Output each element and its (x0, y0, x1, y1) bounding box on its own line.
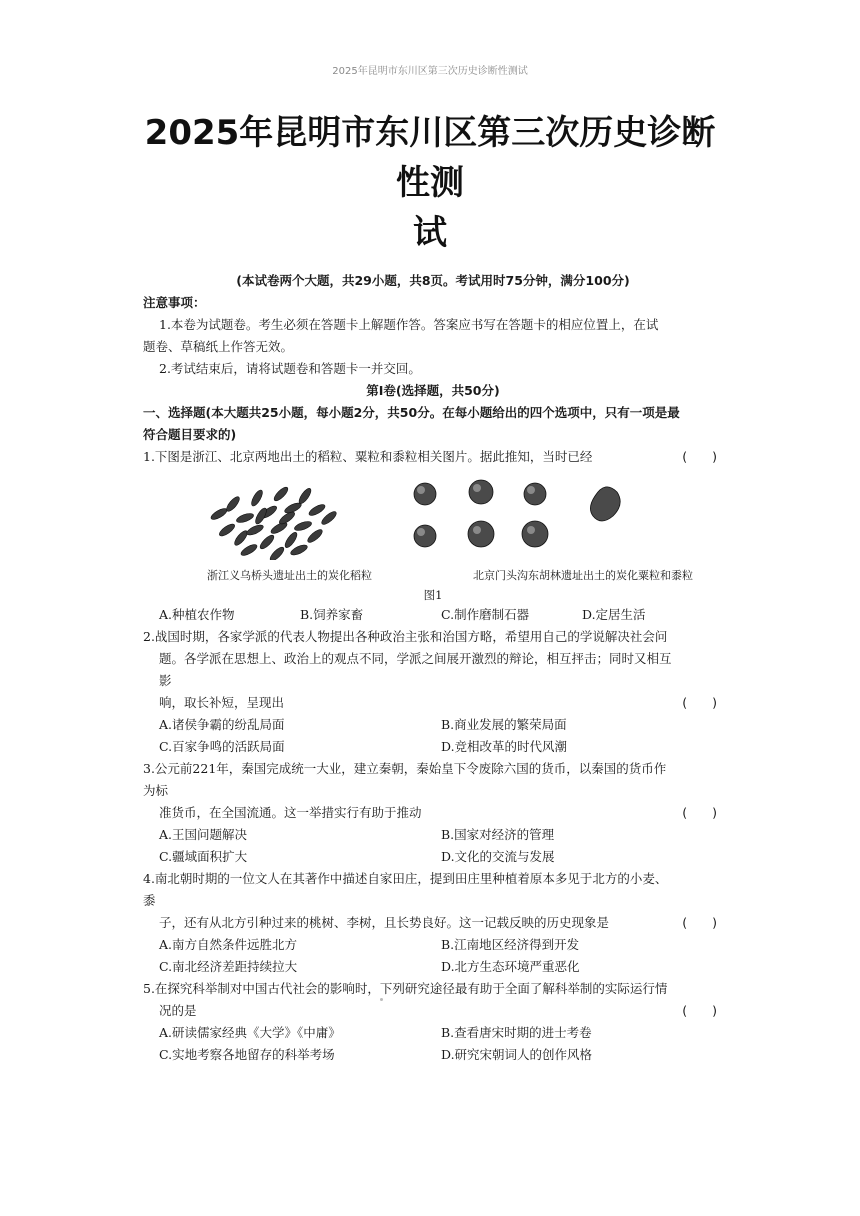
question-5-options (143, 1022, 723, 1066)
option-d[interactable]: D.文化的交流与发展 (441, 849, 555, 864)
exam-info: (本试卷两个大题，共29小题，共8页。考试用时75分钟，满分100分) (236, 273, 630, 288)
exam-content (143, 270, 723, 1066)
question-5-stem-line2: 况的是 (159, 1003, 197, 1018)
question-2-options (143, 714, 723, 758)
title-line-2: 试 (413, 213, 447, 253)
section-heading: 一、选择题(本大题共25小题，每小题2分，共50分。在每小题给出的四个选项中，只有一项是最 (143, 405, 680, 420)
option-c[interactable]: C.疆域面积扩大 (159, 849, 248, 864)
question-1 (143, 446, 723, 468)
caption-rice: 浙江义乌桥头遗址出土的炭化稻粒 (207, 569, 372, 582)
option-a[interactable]: A.南方自然条件远胜北方 (159, 937, 298, 952)
scan-speck (380, 998, 383, 1001)
question-2-stem-line3: 响，取长补短，呈现出 (159, 695, 285, 710)
option-b[interactable]: B.饲养家畜 (300, 607, 364, 622)
question-4-options (143, 934, 723, 978)
millet-grains-image (385, 474, 705, 560)
running-header: 2025年昆明市东川区第三次历史诊断性测试 (332, 66, 528, 77)
option-d[interactable]: D.定居生活 (582, 607, 646, 622)
question-3 (143, 758, 723, 824)
answer-bracket: ( ) (682, 695, 717, 710)
note-item-2: 2.考试结束后，请将试题卷和答题卡一并交回。 (159, 361, 421, 376)
answer-bracket: ( ) (682, 449, 717, 464)
answer-bracket: ( ) (682, 915, 717, 930)
figure-1-captions (143, 566, 723, 586)
question-3-stem-line1: 3.公元前221年，秦国完成统一大业，建立秦朝，秦始皇下令废除六国的货币，以秦国的货币作为标 (143, 761, 667, 798)
note-item-1-cont: 题卷、草稿纸上作答无效。 (143, 339, 294, 354)
option-b[interactable]: B.商业发展的繁荣局面 (441, 717, 567, 732)
option-a[interactable]: A.诸侯争霸的纷乱局面 (159, 717, 285, 732)
question-2-stem-line1: 2.战国时期，各家学派的代表人物提出各种政治主张和治国方略，希望用自己的学说解决社会问 (143, 629, 668, 644)
option-a[interactable]: A.王国问题解决 (159, 827, 248, 842)
option-c[interactable]: C.实地考察各地留存的科举考场 (159, 1047, 335, 1062)
question-1-stem: 1.下图是浙江、北京两地出土的稻粒、粟粒和黍粒相关图片。据此推知，当时已经 (143, 449, 593, 464)
option-b[interactable]: B.江南地区经济得到开发 (441, 937, 580, 952)
option-b[interactable]: B.查看唐宋时期的进士考卷 (441, 1025, 592, 1040)
figure-1 (143, 468, 723, 566)
volume-title: 第Ⅰ卷(选择题，共50分) (366, 383, 500, 398)
option-d[interactable]: D.北方生态环境严重恶化 (441, 959, 580, 974)
option-a[interactable]: A.种植农作物 (159, 607, 235, 622)
answer-bracket: ( ) (682, 805, 717, 820)
option-d[interactable]: D.研究宋朝词人的创作风格 (441, 1047, 593, 1062)
option-c[interactable]: C.制作磨制石器 (441, 607, 530, 622)
question-5-stem-line1: 5.在探究科举制对中国古代社会的影响时，下列研究途径最有助于全面了解科举制的实际运行情 (143, 981, 668, 996)
option-a[interactable]: A.研读儒家经典《大学》《中庸》 (159, 1025, 341, 1040)
question-4-stem-line2: 子，还有从北方引种过来的桃树、李树，且长势良好。这一记载反映的历史现象是 (159, 915, 610, 930)
option-c[interactable]: C.百家争鸣的活跃局面 (159, 739, 285, 754)
figure-label: 图1 (423, 588, 443, 602)
notes-heading: 注意事项： (143, 295, 206, 310)
question-2-stem-line2: 题。各学派在思想上、政治上的观点不同，学派之间展开激烈的辩论，相互抨击；同时又相互影 (159, 651, 672, 688)
question-5 (143, 978, 723, 1022)
question-4-stem-line1: 4.南北朝时期的一位文人在其著作中描述自家田庄，提到田庄里种植着原本多见于北方的小麦、黍 (143, 871, 668, 908)
question-3-options (143, 824, 723, 868)
title-line-1: 2025年昆明市东川区第三次历史诊断性测 (144, 113, 716, 203)
question-4 (143, 868, 723, 934)
note-item-1: 1.本卷为试题卷。考生必须在答题卡上解题作答。答案应书写在答题卡的相应位置上，在试 (159, 317, 659, 332)
question-3-stem-line2: 准货币，在全国流通。这一举措实行有助于推动 (159, 805, 422, 820)
answer-bracket: ( ) (682, 1003, 717, 1018)
page-title (130, 108, 730, 258)
option-c[interactable]: C.南北经济差距持续拉大 (159, 959, 298, 974)
rice-grains-image (199, 474, 349, 560)
caption-millet: 北京门头沟东胡林遗址出土的炭化粟粒和黍粒 (473, 569, 693, 582)
option-b[interactable]: B.国家对经济的管理 (441, 827, 555, 842)
question-1-options (143, 604, 723, 626)
question-2 (143, 626, 723, 714)
option-d[interactable]: D.竞相改革的时代风潮 (441, 739, 568, 754)
section-heading-cont: 符合题目要求的) (143, 427, 237, 442)
